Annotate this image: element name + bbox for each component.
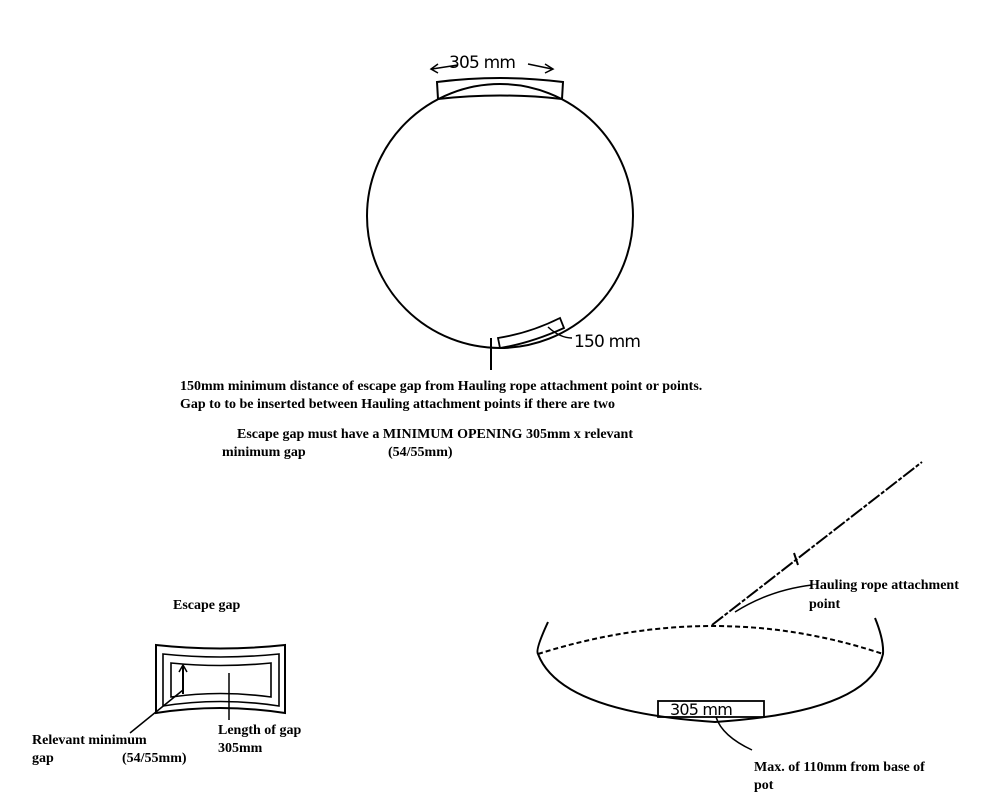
pot-top-circle <box>367 84 633 348</box>
escape-gap-inner-frame <box>163 654 279 706</box>
leader-attachment <box>735 585 812 612</box>
label-150mm: 150 mm <box>574 332 641 352</box>
note-opening-line1: Escape gap must have a MINIMUM OPENING 305mm x relevant <box>237 427 633 442</box>
label-length-line1: Length of gap <box>218 723 302 738</box>
pot-top-view <box>367 64 633 370</box>
label-min-gap-line2b: (54/55mm) <box>122 751 187 766</box>
escape-gap-top <box>437 78 563 99</box>
note-opening-line2a: minimum gap <box>222 445 306 460</box>
pot-rim-dashed <box>538 626 883 654</box>
escape-gap-opening <box>171 663 271 697</box>
label-base-line2: pot <box>754 778 774 793</box>
label-base-line1: Max. of 110mm from base of <box>754 760 925 775</box>
label-length-line2: 305mm <box>218 741 263 756</box>
label-attachment-line1: Hauling rope attachment <box>809 578 959 593</box>
label-305mm-top: 305 mm <box>449 53 516 73</box>
label-escape-gap-title: Escape gap <box>173 598 241 613</box>
escape-gap-detail <box>130 645 285 733</box>
label-305mm-side: 305 mm <box>670 700 732 719</box>
label-min-gap-line1: Relevant minimum <box>32 733 147 748</box>
label-attachment-line2: point <box>809 597 841 612</box>
note-opening-line2b: (54/55mm) <box>388 445 453 460</box>
label-min-gap-line2a: gap <box>32 751 54 766</box>
note-distance-line2: Gap to to be inserted between Hauling attachment points if there are two <box>180 397 615 412</box>
note-distance-line1: 150mm minimum distance of escape gap from Hauling rope attachment point or points. <box>180 379 703 394</box>
